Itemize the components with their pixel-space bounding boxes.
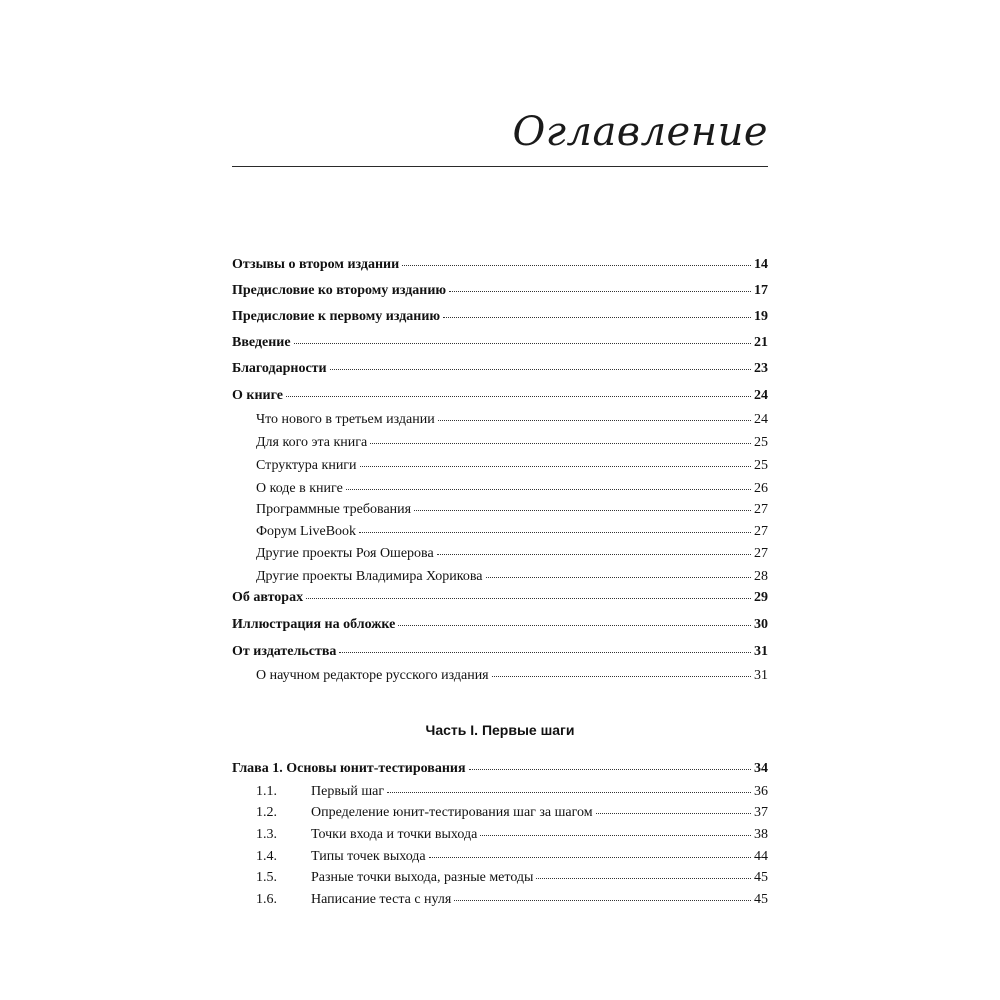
page-title: Оглавление: [512, 109, 768, 155]
toc-page-number: 26: [754, 481, 768, 496]
toc-page-number: 19: [754, 309, 768, 324]
toc-entry[interactable]: [232, 362, 768, 376]
section-page-number: 36: [754, 784, 768, 799]
toc-page-number: 23: [754, 361, 768, 376]
section-label: Типы точек выхода: [311, 849, 426, 864]
toc-page-number: 21: [754, 335, 768, 350]
toc-entry[interactable]: [232, 436, 768, 450]
toc-entry-label: Иллюстрация на обложке: [232, 617, 396, 632]
section-number: 1.2.: [256, 805, 277, 820]
toc-page-number: 14: [754, 257, 768, 272]
leader-dots: [339, 651, 751, 653]
leader-dots: [330, 368, 751, 370]
toc-entry-label: Другие проекты Владимира Хорикова: [256, 569, 483, 584]
toc-page-number: 24: [754, 388, 768, 403]
section-page-number: 38: [754, 827, 768, 842]
leader-dots: [486, 576, 751, 578]
toc-page-number: 27: [754, 546, 768, 561]
toc-page-number: 31: [754, 668, 768, 683]
section-label: Определение юнит-тестирования шаг за шагом: [311, 805, 593, 820]
toc-section-entry[interactable]: [232, 893, 768, 907]
leader-dots: [438, 419, 751, 421]
section-page-number: 37: [754, 805, 768, 820]
toc-entry-label: Отзывы о втором издании: [232, 257, 400, 272]
toc-entry[interactable]: [232, 258, 768, 272]
toc-entry[interactable]: [232, 482, 768, 496]
leader-dots: [306, 597, 751, 599]
toc-chapter-entry[interactable]: [232, 762, 768, 776]
section-label: Написание теста с нуля: [311, 892, 452, 907]
leader-dots: [414, 509, 751, 511]
toc-entry[interactable]: [232, 645, 768, 659]
section-label: Точки входа и точки выхода: [311, 827, 478, 842]
toc-section-entry[interactable]: [232, 871, 768, 885]
toc-page-number: 31: [754, 644, 768, 659]
toc-entry-label: Программные требования: [256, 502, 412, 517]
section-label: Первый шаг: [311, 784, 385, 799]
toc-entry-label: От издательства: [232, 644, 337, 659]
toc-entry[interactable]: [232, 413, 768, 427]
section-page-number: 45: [754, 870, 768, 885]
leader-dots: [596, 812, 751, 814]
section-number: 1.1.: [256, 784, 277, 799]
toc-entry-label: Благодарности: [232, 361, 327, 376]
toc-entry-label: Другие проекты Роя Ошерова: [256, 546, 434, 561]
leader-dots: [360, 465, 751, 467]
toc-entry[interactable]: [232, 525, 768, 539]
toc-page-number: 24: [754, 412, 768, 427]
toc-entry-label: Предисловие к первому изданию: [232, 309, 441, 324]
section-label: Разные точки выхода, разные методы: [311, 870, 534, 885]
toc-entry-label: Структура книги: [256, 458, 357, 473]
section-number: 1.6.: [256, 892, 277, 907]
leader-dots: [294, 342, 751, 344]
leader-dots: [398, 624, 751, 626]
section-page-number: 44: [754, 849, 768, 864]
leader-dots: [387, 791, 751, 793]
section-number: 1.3.: [256, 827, 277, 842]
leader-dots: [346, 488, 751, 490]
leader-dots: [449, 290, 751, 292]
toc-entry[interactable]: [232, 284, 768, 298]
leader-dots: [492, 675, 751, 677]
toc-page-number: 30: [754, 617, 768, 632]
toc-entry[interactable]: [232, 618, 768, 632]
leader-dots: [454, 899, 751, 901]
toc-entry-label: Об авторах: [232, 590, 304, 605]
toc-entry[interactable]: [232, 547, 768, 561]
toc-entry-label: Что нового в третьем издании: [256, 412, 435, 427]
toc-section-entry[interactable]: [232, 850, 768, 864]
chapter-label: Глава 1. Основы юнит-тестирования: [232, 761, 466, 776]
section-page-number: 45: [754, 892, 768, 907]
leader-dots: [469, 768, 751, 770]
leader-dots: [286, 395, 751, 397]
toc-section-entry[interactable]: [232, 828, 768, 842]
toc-entry[interactable]: [232, 591, 768, 605]
toc-entry[interactable]: [232, 310, 768, 324]
toc-entry-label: О научном редакторе русского издания: [256, 668, 489, 683]
toc-section-entry[interactable]: [232, 806, 768, 820]
toc-entry-label: Предисловие ко второму изданию: [232, 283, 447, 298]
leader-dots: [402, 264, 751, 266]
part-heading: Часть I. Первые шаги: [425, 722, 575, 738]
toc-page-number: 25: [754, 435, 768, 450]
toc-entry[interactable]: [232, 336, 768, 350]
leader-dots: [536, 877, 751, 879]
toc-entry[interactable]: [232, 669, 768, 683]
title-underline: [232, 166, 768, 167]
toc-page-number: 17: [754, 283, 768, 298]
toc-page-number: 25: [754, 458, 768, 473]
toc-entry-label: Форум LiveBook: [256, 524, 357, 539]
leader-dots: [359, 531, 751, 533]
toc-entry[interactable]: [232, 503, 768, 517]
toc-entry-label: Для кого эта книга: [256, 435, 368, 450]
section-number: 1.5.: [256, 870, 277, 885]
leader-dots: [480, 834, 751, 836]
toc-entry-label: Введение: [232, 335, 291, 350]
toc-section-entry[interactable]: [232, 785, 768, 799]
toc-entry[interactable]: [232, 570, 768, 584]
toc-page-number: 29: [754, 590, 768, 605]
leader-dots: [443, 316, 751, 318]
leader-dots: [429, 856, 751, 858]
toc-entry[interactable]: [232, 459, 768, 473]
toc-page-number: 28: [754, 569, 768, 584]
chapter-page-number: 34: [754, 761, 768, 776]
toc-page-number: 27: [754, 502, 768, 517]
toc-entry-label: О книге: [232, 388, 283, 403]
leader-dots: [370, 442, 751, 444]
toc-page-number: 27: [754, 524, 768, 539]
toc-entry[interactable]: [232, 389, 768, 403]
leader-dots: [437, 553, 751, 555]
toc-entry-label: О коде в книге: [256, 481, 343, 496]
section-number: 1.4.: [256, 849, 277, 864]
